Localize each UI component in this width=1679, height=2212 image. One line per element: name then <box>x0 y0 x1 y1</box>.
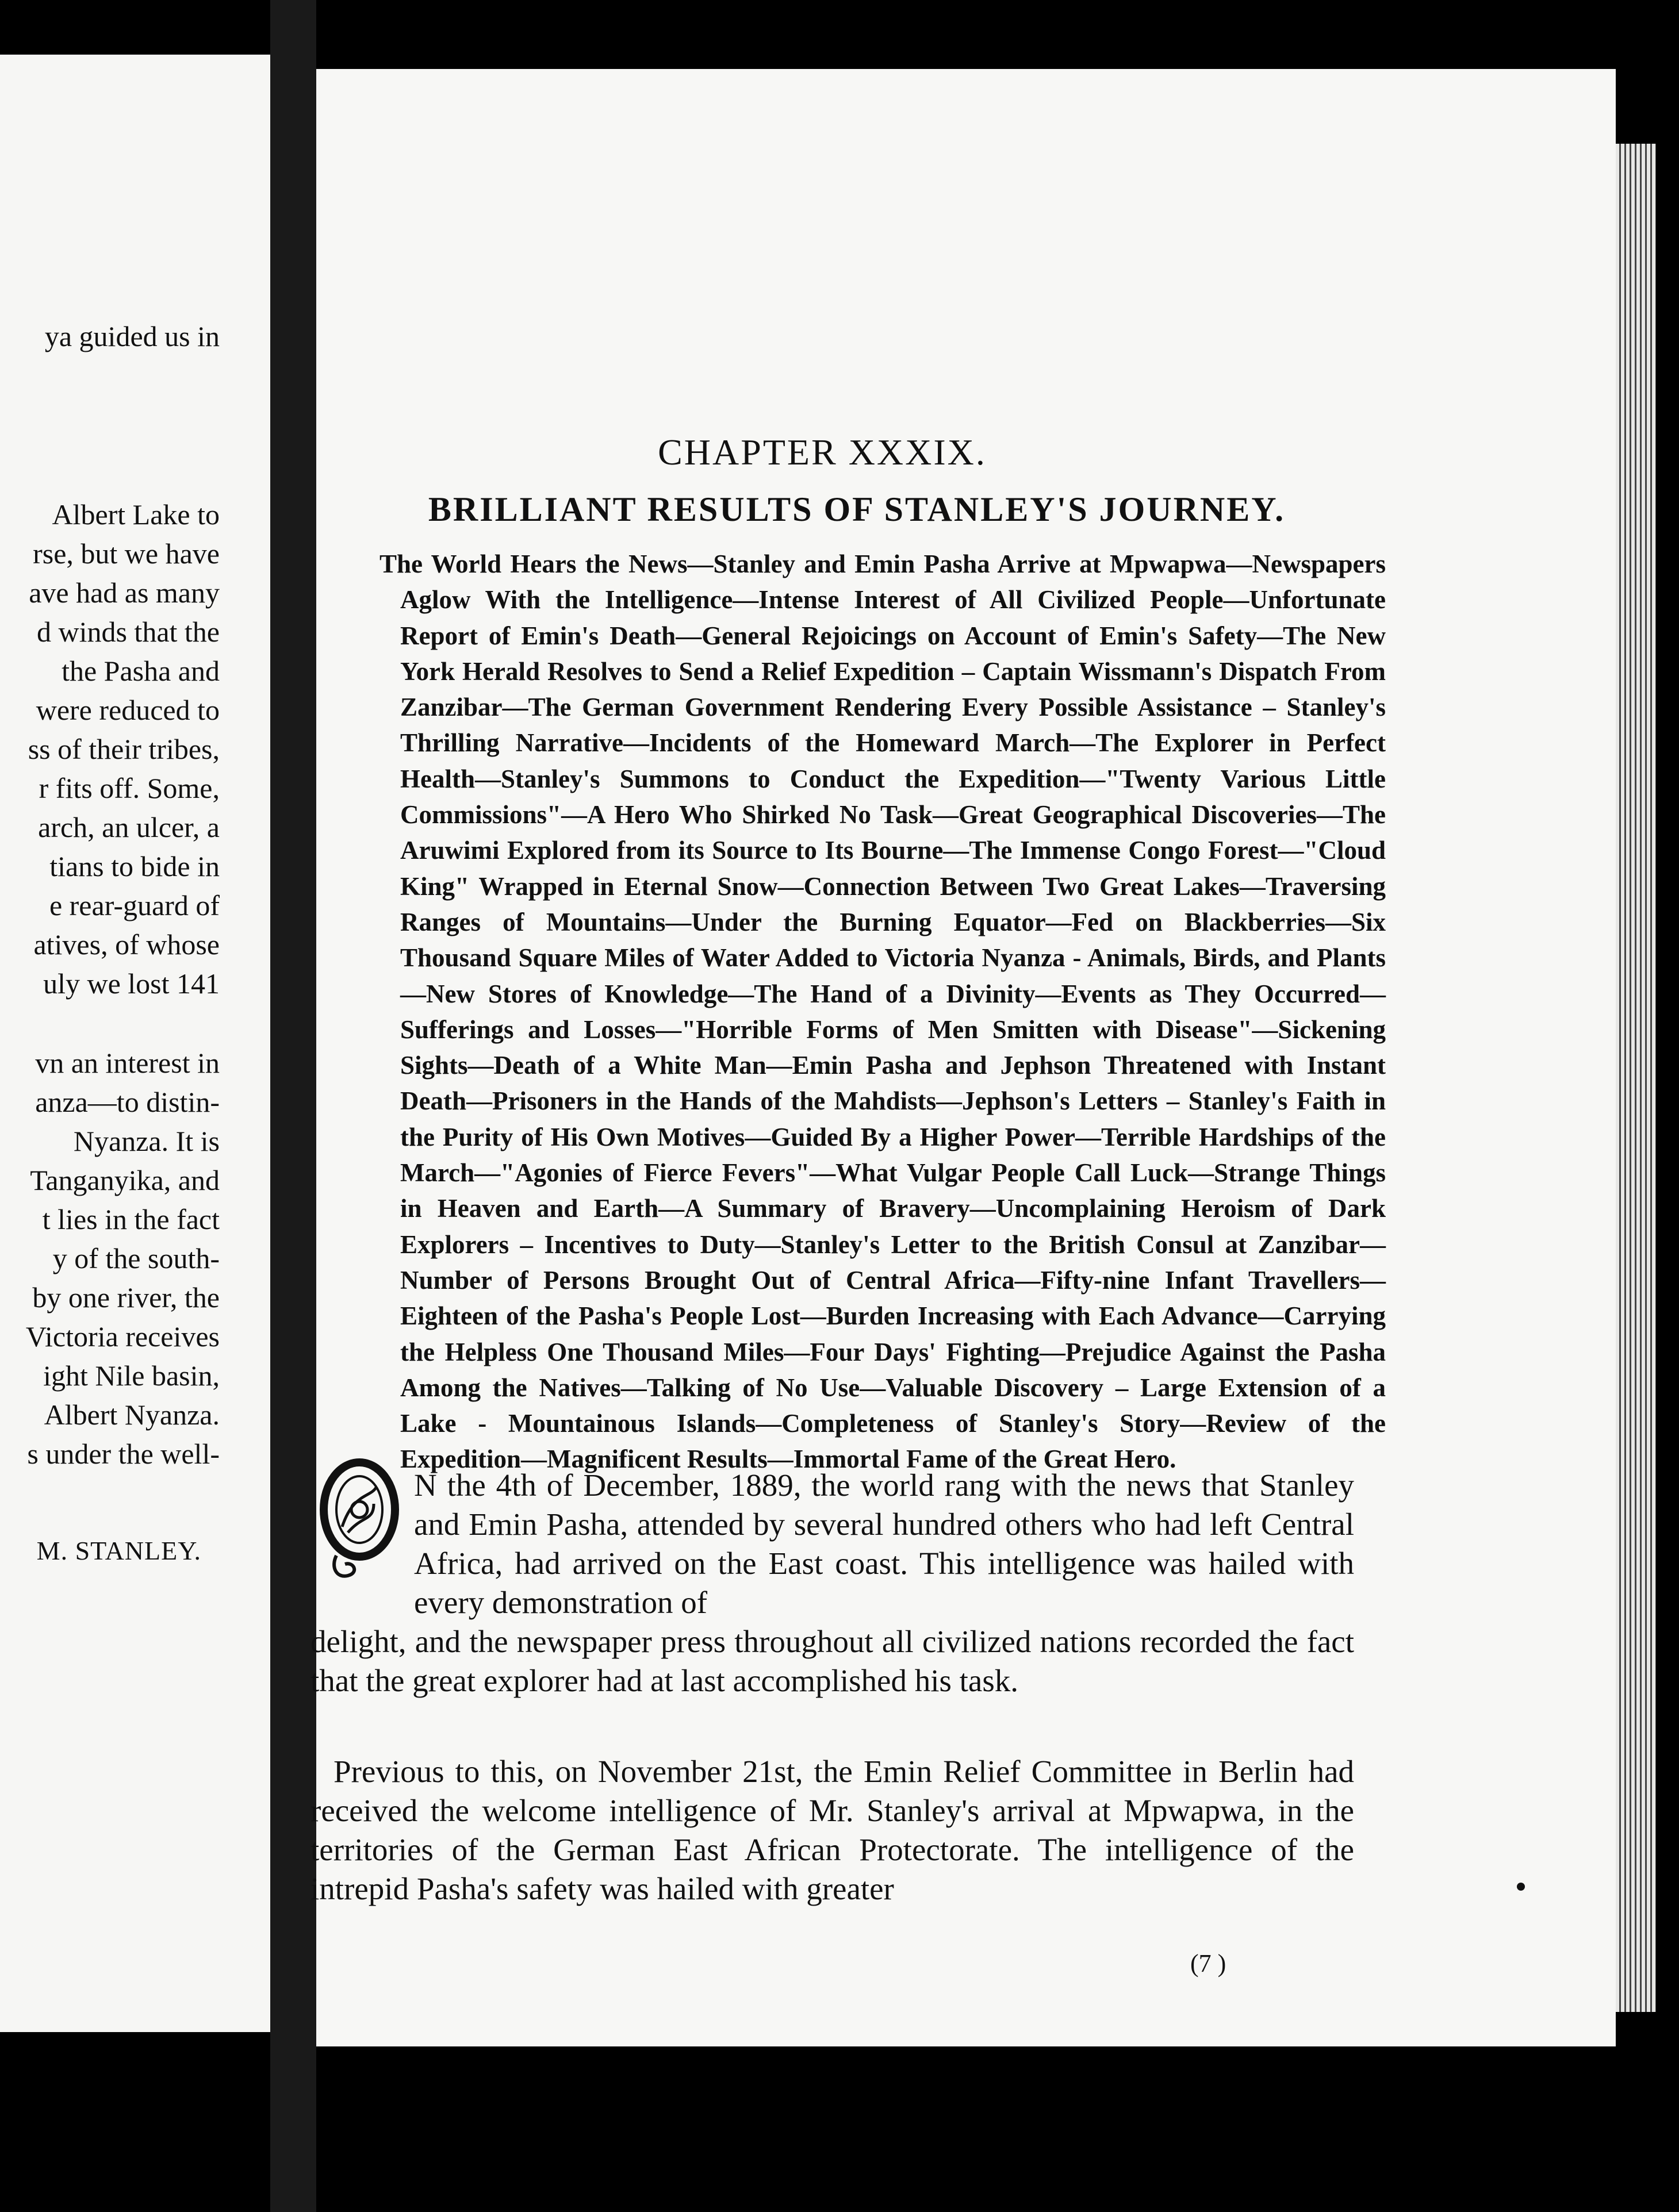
left-page-line: rse, but we have <box>33 537 220 570</box>
left-page-line: uly we lost 141 <box>43 967 220 1000</box>
left-page-line: Tanganyika, and <box>30 1164 220 1196</box>
chapter-synopsis: The World Hears the News—Stanley and Emin Pasha Arrive at Mpwapwa—Newspapers Aglow With the Intelligence—Intense Interest of All Civilized People—Unfortunate Report of Emin's Death—General Rejoicings on Account of Emin's Safety—The New York Herald Resolves to Send a Relief Expedition – Captain Wissmann's Dispatch From Zanzibar—The German Government Rendering Every Possible Assistance – Stanley's Thrilling Narrative—Incidents of the Homeward March—The Explorer in Perfect Health—Stanley's Summons to Conduct the Expedition—"Twenty Various Little Commissions"—A Hero Who Shirked No Task—Great Geographical Discoveries—The Aruwimi Explored from its Source to Its Bourne—The Immense Congo Forest—"Cloud King" Wrapped in Eternal Snow—Connection Between Two Great Lakes—Traversing Ranges of Mountains—Under the Burning Equator—Fed on Blackberries—Six Thousand Square Miles of Water Added to Victoria Nyanza - Animals, Birds, and Plants—New Stores of Knowledge—The Hand of a Divinity—Events as They Occurred—Sufferings and Losses—"Horrible Forms of Men Smitten with Disease"—Sickening Sights—Death of a White Man—Emin Pasha and Jephson Threatened with Instant Death—Prisoners in the Hands of the Mahdists—Jephson's Letters – Stanley's Faith in the Purity of His Own Motives—Guided By a Higher Power—Terrible Hardships of the March—"Agonies of Fierce Fevers"—What Vulgar People Call Luck—Strange Things in Heaven and Earth—A Summary of Bravery—Uncomplaining Heroism of Dark Explorers – Incentives to Duty—Stanley's Letter to the British Consul at Zanzibar—Number of Persons Brought Out of Central Africa—Fifty-nine Infant Travellers—Eighteen of the Pasha's People Lost—Burden Increasing with Each Advance—Carrying the Helpless One Thousand Miles—Four Days' Fighting—Prejudice Against the Pasha Among the Natives—Talking of No Use—Valuable Discovery – Large Extension of a Lake - Mountainous Islands—Completeness of Stanley's Story—Review of the Expedition—Magnificent Results—Immortal Fame of the Great Hero. <box>379 550 1386 1474</box>
paragraph-2: Previous to this, on November 21st, the Emin Relief Committee in Berlin had received the welcome intelligence of Mr. Stanley's arrival at Mpwapwa, in the territories of the German East African Protectorate. The intelligence of the intrepid Pasha's safety was hailed with greater <box>310 1754 1354 1906</box>
left-page-line: y of the south- <box>52 1242 220 1274</box>
left-page-line: were reduced to <box>36 694 220 726</box>
author-signature: M. STANLEY. <box>36 1536 201 1565</box>
left-page-line: Albert Nyanza. <box>44 1399 220 1431</box>
left-page-line: vn an interest in <box>35 1047 220 1079</box>
chapter-number: CHAPTER XXXIX. <box>658 432 987 473</box>
left-page-line: e rear-guard of <box>49 889 220 921</box>
left-page-line: Albert Lake to <box>52 498 220 531</box>
left-page-line: anza—to distin- <box>35 1086 220 1118</box>
left-page-line: ave had as many <box>29 577 220 609</box>
ornamental-dropcap-icon <box>319 1458 405 1584</box>
left-page-line: tians to bide in <box>49 850 220 882</box>
left-page-line: by one river, the <box>32 1281 220 1314</box>
paragraph-1-opening: N the 4th of December, 1889, the world rang with the news that Stanley and Emin Pasha, attended by several hundred others who had left Central Africa, had arrived on the East coast. This intelligence was hailed with every demonstration of <box>414 1468 1354 1620</box>
left-page-line: t lies in the fact <box>42 1203 220 1235</box>
left-page-line: arch, an ulcer, a <box>38 811 220 843</box>
left-page-line: r fits off. Some, <box>39 772 220 804</box>
left-page-line: Nyanza. It is <box>73 1125 220 1157</box>
book-gutter <box>270 0 316 2212</box>
left-page-line: s under the well- <box>27 1438 220 1470</box>
left-page-line: atives, of whose <box>33 928 220 961</box>
left-page-line: ight Nile basin, <box>43 1360 220 1392</box>
margin-mark <box>1517 1883 1525 1891</box>
left-page-line: ss of their tribes, <box>28 733 220 765</box>
dropcap-letter: O <box>357 1514 362 1520</box>
left-page-line: d winds that the <box>36 616 220 648</box>
page-number: (7 ) <box>1190 1949 1226 1977</box>
left-page-line: the Pasha and <box>62 655 220 687</box>
left-page <box>0 55 270 2032</box>
chapter-title: BRILLIANT RESULTS OF STANLEY'S JOURNEY. <box>428 490 1286 528</box>
left-page-line: Victoria receives <box>25 1320 220 1353</box>
page-edges <box>1616 144 1656 2012</box>
paragraph-1-continuation: delight, and the newspaper press throughout all civilized nations recorded the fact that the great explorer had at last accomplished his task. <box>310 1624 1354 1698</box>
left-page-line: ya guided us in <box>44 320 220 352</box>
